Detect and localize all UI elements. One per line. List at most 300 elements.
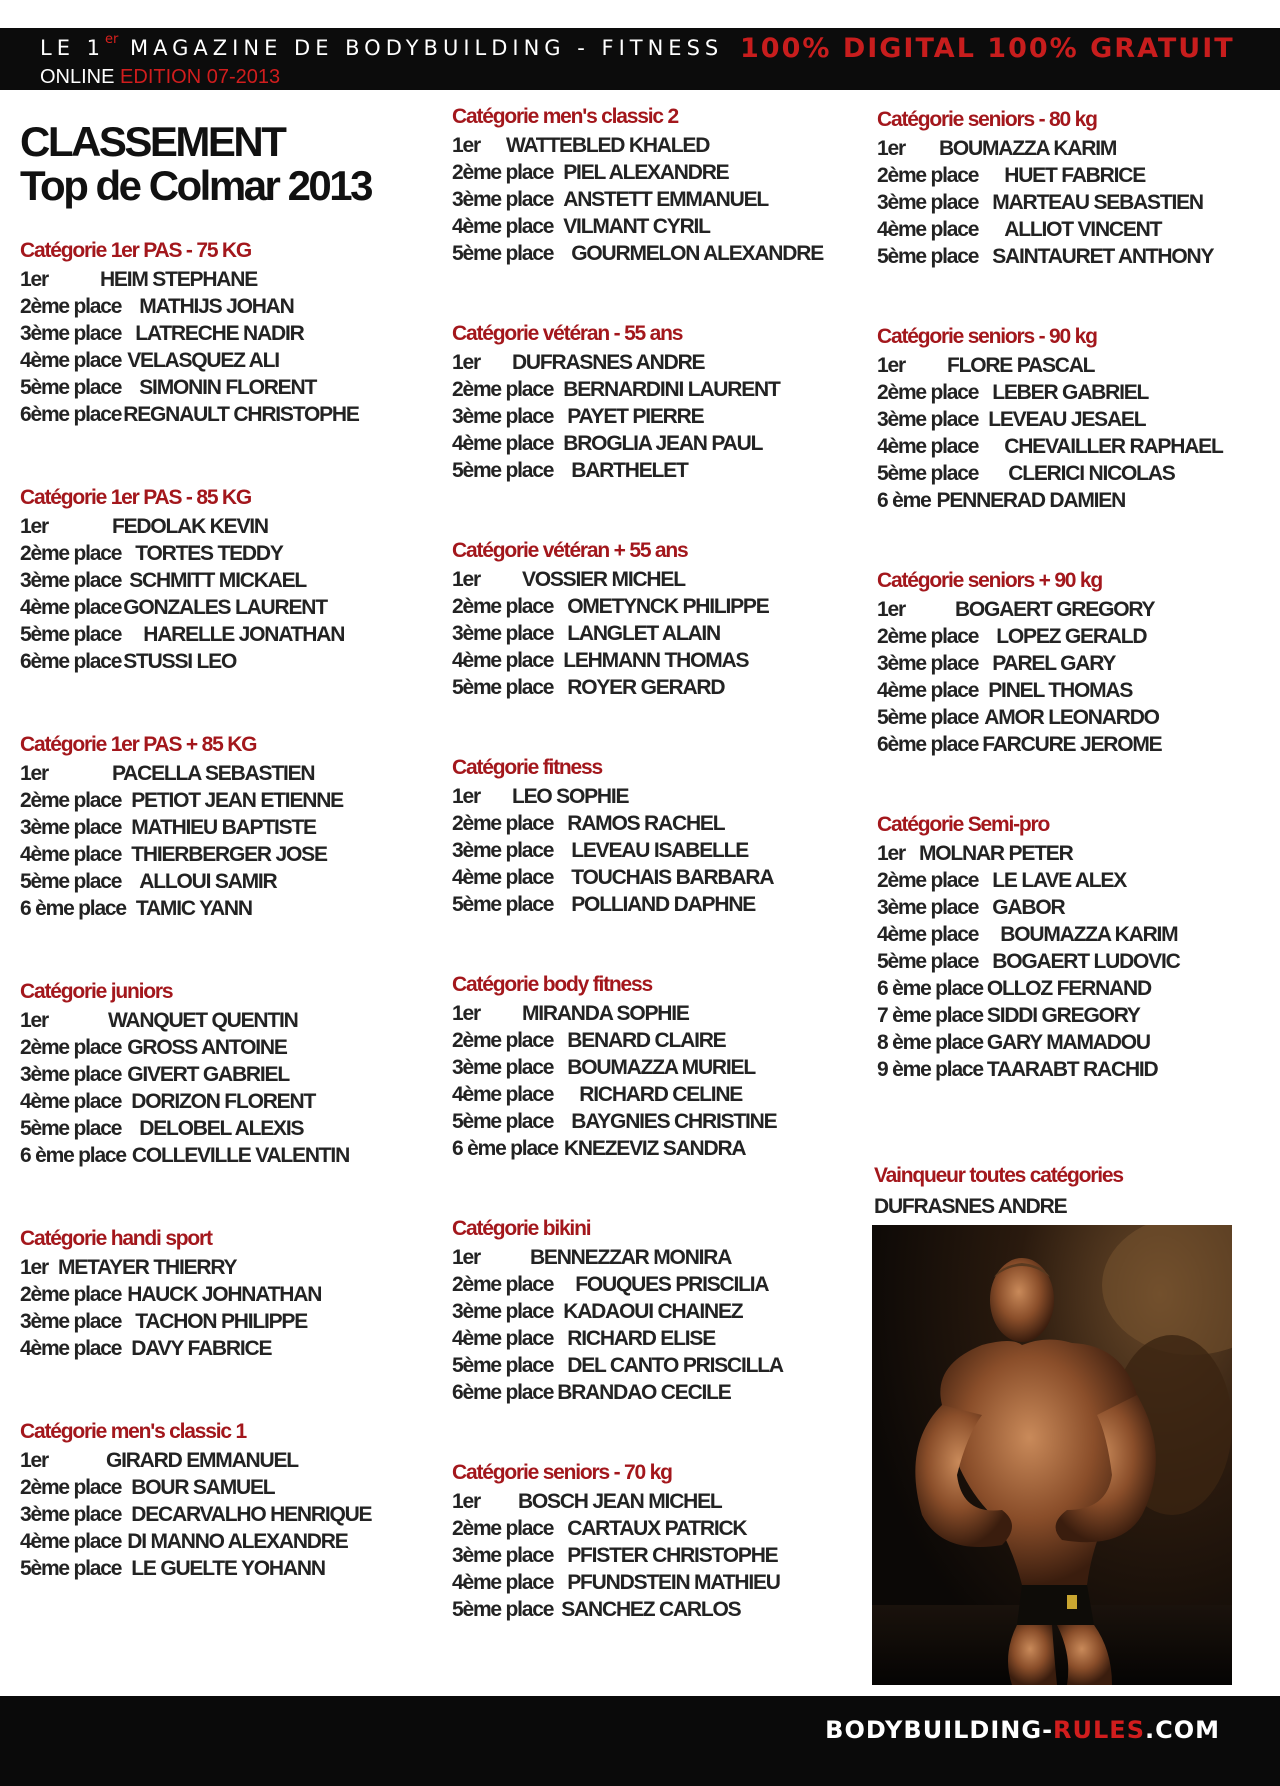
competitor-name: RICHARD ELISE — [567, 1327, 715, 1350]
result-row — [877, 135, 1277, 162]
result-row — [452, 891, 862, 918]
place-label: 3ème place — [452, 1300, 554, 1323]
category-title: Catégorie men's classic 1 — [20, 1420, 246, 1443]
place-label: 4ème place — [452, 1327, 554, 1350]
result-row — [20, 814, 430, 841]
competitor-name: BOUMAZZA KARIM — [1000, 923, 1178, 946]
place-label: 2ème place — [452, 1273, 554, 1296]
result-row — [20, 1061, 430, 1088]
result-row — [877, 623, 1277, 650]
competitor-name: PINEL THOMAS — [988, 679, 1133, 702]
place-label: 6 ème place — [452, 1137, 558, 1160]
place-label: 4ème place — [20, 349, 122, 372]
competitor-name: BOUMAZZA KARIM — [938, 137, 1117, 160]
place-label: 4ème place — [20, 596, 122, 619]
masthead-tagline: 100% DIGITAL 100% GRATUIT — [740, 33, 1235, 64]
result-row — [877, 243, 1277, 270]
category-block — [452, 752, 862, 969]
competitor-name: GONZALES LAURENT — [123, 596, 327, 619]
result-row — [20, 1501, 430, 1528]
competitor-name: THIERBERGER JOSE — [131, 843, 327, 866]
competitor-name: KNEZEVIZ SANDRA — [563, 1137, 746, 1160]
result-row — [452, 620, 862, 647]
competitor-name: LOPEZ GERALD — [996, 625, 1147, 648]
place-label: 4ème place — [452, 432, 554, 455]
competitor-name: LEVEAU ISABELLE — [571, 839, 749, 862]
place-label: 4ème place — [20, 1090, 122, 1113]
place-label: 2ème place — [20, 789, 122, 812]
place-label: 1er — [20, 1449, 48, 1472]
result-row — [877, 379, 1277, 406]
winner-name: DUFRASNES ANDRE — [874, 1195, 1067, 1218]
result-row — [877, 189, 1277, 216]
winner-block — [874, 1160, 1274, 1222]
competitor-name: KADAOUI CHAINEZ — [563, 1300, 743, 1323]
competitor-name: ALLIOT VINCENT — [1004, 218, 1162, 241]
result-row — [452, 1135, 862, 1162]
competitor-name: TOUCHAIS BARBARA — [571, 866, 774, 889]
place-label: 7 ème place — [877, 1004, 983, 1027]
place-label: 4ème place — [20, 1530, 122, 1553]
masthead-title — [40, 32, 724, 60]
brand-part-3: .COM — [1144, 1716, 1220, 1744]
competitor-name: HAUCK JOHNATHAN — [127, 1283, 322, 1306]
place-label: 3ème place — [452, 839, 554, 862]
result-row — [877, 650, 1277, 677]
place-label: 2ème place — [877, 625, 979, 648]
results-column-1 — [20, 235, 430, 1636]
competitor-name: GIVERT GABRIEL — [127, 1063, 289, 1086]
place-label: 1er — [452, 134, 480, 157]
place-label: 6 ème place — [20, 1144, 126, 1167]
competitor-name: SIMONIN FLORENT — [139, 376, 317, 399]
result-row — [877, 731, 1277, 758]
result-row — [877, 1002, 1277, 1029]
category-block — [877, 565, 1277, 809]
competitor-name: VILMANT CYRIL — [563, 215, 710, 238]
result-row — [452, 1271, 862, 1298]
result-row — [452, 1515, 862, 1542]
winner-photo — [872, 1225, 1232, 1685]
result-row — [20, 1335, 430, 1362]
place-label: 8 ème place — [877, 1031, 983, 1054]
result-row — [20, 1308, 430, 1335]
category-title: Catégorie 1er PAS + 85 KG — [20, 733, 257, 756]
result-row — [452, 783, 862, 810]
place-label: 5ème place — [20, 1557, 122, 1580]
place-label: 1er — [20, 268, 48, 291]
competitor-name: SIDDI GREGORY — [986, 1004, 1140, 1027]
competitor-name: FARCURE JEROME — [982, 733, 1162, 756]
result-row — [452, 1488, 862, 1515]
category-title: Catégorie body fitness — [452, 973, 652, 996]
result-row — [20, 1007, 430, 1034]
category-block — [452, 1457, 862, 1674]
competitor-name: BROGLIA JEAN PAUL — [563, 432, 763, 455]
result-row — [20, 513, 430, 540]
competitor-name: TAARABT RACHID — [986, 1058, 1158, 1081]
result-row — [20, 540, 430, 567]
competitor-name: OLLOZ FERNAND — [986, 977, 1151, 1000]
title-line-2: Top de Colmar 2013 — [20, 162, 372, 209]
masthead-prefix: LE 1 — [40, 36, 106, 60]
place-label: 1er — [452, 351, 480, 374]
place-label: 5ème place — [877, 950, 979, 973]
competitor-name: LEHMANN THOMAS — [563, 649, 749, 672]
place-label: 5ème place — [877, 462, 979, 485]
place-label: 3ème place — [877, 408, 979, 431]
place-label: 1er — [20, 1009, 48, 1032]
place-label: 4ème place — [452, 1571, 554, 1594]
place-label: 6ème place — [452, 1381, 554, 1404]
result-row — [20, 841, 430, 868]
competitor-name: BOGAERT LUDOVIC — [992, 950, 1180, 973]
result-row — [20, 1254, 430, 1281]
place-label: 3ème place — [20, 1063, 122, 1086]
competitor-name: ROYER GERARD — [567, 676, 725, 699]
masthead-bar — [0, 28, 1280, 90]
competitor-name: BENNEZZAR MONIRA — [529, 1246, 732, 1269]
place-label: 3ème place — [20, 322, 122, 345]
result-row — [20, 1281, 430, 1308]
place-label: 2ème place — [452, 595, 554, 618]
results-column-3 — [877, 104, 1277, 1134]
competitor-name: LE GUELTE YOHANN — [131, 1557, 325, 1580]
bodybuilder-illustration — [872, 1225, 1232, 1685]
result-row — [20, 621, 430, 648]
result-row — [877, 894, 1277, 921]
competitor-name: LEBER GABRIEL — [992, 381, 1149, 404]
competitor-name: PAYET PIERRE — [567, 405, 704, 428]
masthead-edition — [40, 66, 280, 89]
category-block — [20, 235, 430, 482]
place-label: 3ème place — [20, 1503, 122, 1526]
result-row — [20, 895, 430, 922]
place-label: 5ème place — [452, 1598, 554, 1621]
place-label: 3ème place — [20, 569, 122, 592]
category-title: Catégorie 1er PAS - 85 KG — [20, 486, 252, 509]
competitor-name: GIRARD EMMANUEL — [105, 1449, 298, 1472]
competitor-name: LE LAVE ALEX — [992, 869, 1127, 892]
place-label: 4ème place — [877, 923, 979, 946]
competitor-name: VELASQUEZ ALI — [127, 349, 279, 372]
place-label: 2ème place — [452, 812, 554, 835]
place-label: 3ème place — [877, 652, 979, 675]
result-row — [877, 433, 1277, 460]
result-row — [20, 594, 430, 621]
competitor-name: SCHMITT MICKAEL — [129, 569, 307, 592]
result-row — [452, 837, 862, 864]
place-label: 5ème place — [452, 893, 554, 916]
competitor-name: MARTEAU SEBASTIEN — [992, 191, 1203, 214]
category-block — [452, 535, 862, 752]
competitor-name: GOURMELON ALEXANDRE — [571, 242, 824, 265]
category-title: Catégorie juniors — [20, 980, 173, 1003]
result-row — [452, 674, 862, 701]
category-title: Catégorie men's classic 2 — [452, 105, 678, 128]
result-row — [877, 1029, 1277, 1056]
category-block — [877, 321, 1277, 565]
competitor-name: CHEVAILLER RAPHAEL — [1004, 435, 1223, 458]
competitor-name: LANGLET ALAIN — [567, 622, 721, 645]
place-label: 6 ème place — [20, 897, 126, 920]
place-label: 5ème place — [452, 1354, 554, 1377]
result-row — [452, 376, 862, 403]
result-row — [452, 1325, 862, 1352]
competitor-name: LEVEAU JESAEL — [988, 408, 1146, 431]
result-row — [877, 840, 1277, 867]
result-row — [452, 403, 862, 430]
competitor-name: TACHON PHILIPPE — [135, 1310, 308, 1333]
result-row — [20, 1142, 430, 1169]
place-label: 1er — [452, 1246, 480, 1269]
competitor-name: SAINTAURET ANTHONY — [992, 245, 1214, 268]
competitor-name: MIRANDA SOPHIE — [521, 1002, 689, 1025]
competitor-name: PFISTER CHRISTOPHE — [567, 1544, 778, 1567]
competitor-name: BOUMAZZA MURIEL — [567, 1056, 755, 1079]
competitor-name: PENNERAD DAMIEN — [936, 489, 1126, 512]
place-label: 3ème place — [452, 405, 554, 428]
result-row — [20, 1088, 430, 1115]
place-label: 1er — [20, 1256, 48, 1279]
result-row — [452, 1081, 862, 1108]
place-label: 1er — [452, 1490, 480, 1513]
category-title: Catégorie bikini — [452, 1217, 591, 1240]
result-row — [452, 430, 862, 457]
result-row — [20, 347, 430, 374]
place-label: 2ème place — [20, 1036, 122, 1059]
competitor-name: OMETYNCK PHILIPPE — [567, 595, 769, 618]
competitor-name: DI MANNO ALEXANDRE — [127, 1530, 348, 1553]
masthead-rest: MAGAZINE DE BODYBUILDING - FITNESS — [118, 36, 724, 60]
competitor-name: BOSCH JEAN MICHEL — [517, 1490, 722, 1513]
category-title: Catégorie handi sport — [20, 1227, 212, 1250]
result-row — [452, 1379, 862, 1406]
category-block — [877, 104, 1277, 321]
place-label: 2ème place — [452, 378, 554, 401]
result-row — [877, 975, 1277, 1002]
place-label: 2ème place — [452, 1029, 554, 1052]
place-label: 4ème place — [20, 1337, 122, 1360]
category-title: Catégorie Semi-pro — [877, 813, 1050, 836]
place-label: 1er — [877, 598, 905, 621]
competitor-name: MATHIJS JOHAN — [139, 295, 294, 318]
competitor-name: PFUNDSTEIN MATHIEU — [567, 1571, 780, 1594]
result-row — [877, 162, 1277, 189]
competitor-name: LEO SOPHIE — [511, 785, 629, 808]
competitor-name: PACELLA SEBASTIEN — [111, 762, 315, 785]
place-label: 1er — [452, 568, 480, 591]
place-label: 2ème place — [452, 161, 554, 184]
place-label: 1er — [452, 785, 480, 808]
brand-part-1: BODYBUILDING- — [825, 1716, 1054, 1744]
place-label: 3ème place — [452, 622, 554, 645]
online-label: ONLINE — [40, 66, 115, 88]
place-label: 1er — [20, 515, 48, 538]
result-row — [452, 647, 862, 674]
winner-label: Vainqueur toutes catégories — [874, 1164, 1123, 1187]
result-row — [452, 1000, 862, 1027]
category-title: Catégorie seniors - 70 kg — [452, 1461, 672, 1484]
result-row — [20, 1034, 430, 1061]
masthead-sup: er — [105, 32, 119, 47]
category-block — [20, 482, 430, 729]
result-row — [452, 1108, 862, 1135]
competitor-name: VOSSIER MICHEL — [521, 568, 685, 591]
competitor-name: LATRECHE NADIR — [135, 322, 304, 345]
site-brand[interactable] — [825, 1716, 1220, 1744]
competitor-name: TAMIC YANN — [135, 897, 252, 920]
result-row — [452, 159, 862, 186]
category-block — [452, 969, 862, 1213]
result-row — [20, 266, 430, 293]
result-row — [452, 810, 862, 837]
place-label: 2ème place — [20, 542, 122, 565]
competitor-name: BRANDAO CECILE — [557, 1381, 731, 1404]
competitor-name: DORIZON FLORENT — [131, 1090, 316, 1113]
place-label: 4ème place — [452, 1083, 554, 1106]
result-row — [877, 596, 1277, 623]
result-row — [20, 1528, 430, 1555]
place-label: 2ème place — [877, 381, 979, 404]
place-label: 1er — [452, 1002, 480, 1025]
result-row — [20, 1447, 430, 1474]
category-block — [20, 729, 430, 976]
place-label: 1er — [877, 354, 905, 377]
category-title: Catégorie vétéran + 55 ans — [452, 539, 688, 562]
result-row — [877, 460, 1277, 487]
result-row — [877, 948, 1277, 975]
place-label: 5ème place — [452, 459, 554, 482]
result-row — [20, 787, 430, 814]
competitor-name: RICHARD CELINE — [579, 1083, 743, 1106]
competitor-name: DEL CANTO PRISCILLA — [567, 1354, 783, 1377]
place-label: 1er — [877, 842, 905, 865]
place-label: 6ème place — [20, 403, 122, 426]
place-label: 4ème place — [877, 679, 979, 702]
result-row — [877, 216, 1277, 243]
competitor-name: MOLNAR PETER — [918, 842, 1073, 865]
results-column-2 — [452, 101, 862, 1674]
place-label: 2ème place — [452, 1517, 554, 1540]
category-block — [20, 1223, 430, 1416]
category-title: Catégorie 1er PAS - 75 KG — [20, 239, 252, 262]
competitor-name: PETIOT JEAN ETIENNE — [131, 789, 343, 812]
result-row — [452, 566, 862, 593]
competitor-name: FEDOLAK KEVIN — [111, 515, 268, 538]
result-row — [20, 320, 430, 347]
result-row — [20, 760, 430, 787]
competitor-name: DELOBEL ALEXIS — [139, 1117, 304, 1140]
result-row — [452, 349, 862, 376]
competitor-name: DECARVALHO HENRIQUE — [131, 1503, 372, 1526]
result-row — [452, 1352, 862, 1379]
competitor-name: DUFRASNES ANDRE — [511, 351, 705, 374]
footer-bar — [0, 1696, 1280, 1786]
place-label: 2ème place — [877, 869, 979, 892]
result-row — [452, 213, 862, 240]
competitor-name: RAMOS RACHEL — [567, 812, 725, 835]
place-label: 4ème place — [452, 866, 554, 889]
place-label: 1er — [877, 137, 905, 160]
category-title: Catégorie seniors - 80 kg — [877, 108, 1097, 131]
category-title: Catégorie fitness — [452, 756, 602, 779]
competitor-name: SANCHEZ CARLOS — [561, 1598, 741, 1621]
brand-part-2: RULES — [1053, 1716, 1145, 1744]
result-row — [452, 1298, 862, 1325]
competitor-name: HEIM STEPHANE — [99, 268, 258, 291]
competitor-name: WANQUET QUENTIN — [107, 1009, 298, 1032]
result-row — [20, 648, 430, 675]
result-row — [877, 867, 1277, 894]
place-label: 5ème place — [877, 706, 979, 729]
place-label: 2ème place — [877, 164, 979, 187]
competitor-name: CLERICI NICOLAS — [1008, 462, 1175, 485]
competitor-name: CARTAUX PATRICK — [567, 1517, 747, 1540]
place-label: 6ème place — [877, 733, 979, 756]
competitor-name: PAREL GARY — [992, 652, 1116, 675]
result-row — [20, 1555, 430, 1582]
result-row — [452, 1596, 862, 1623]
result-row — [20, 374, 430, 401]
competitor-name: BOGAERT GREGORY — [954, 598, 1155, 621]
category-block — [452, 318, 862, 535]
place-label: 5ème place — [20, 623, 122, 646]
competitor-name: ALLOUI SAMIR — [139, 870, 277, 893]
place-label: 6 ème place — [877, 977, 983, 1000]
result-row — [452, 1542, 862, 1569]
competitor-name: PIEL ALEXANDRE — [563, 161, 729, 184]
competitor-name: BARTHELET — [571, 459, 688, 482]
place-label: 5ème place — [20, 376, 122, 399]
competitor-name: REGNAULT CHRISTOPHE — [123, 403, 359, 426]
competitor-name: FOUQUES PRISCILIA — [575, 1273, 769, 1296]
result-row — [20, 868, 430, 895]
competitor-name: BAYGNIES CHRISTINE — [571, 1110, 777, 1133]
place-label: 4ème place — [452, 649, 554, 672]
result-row — [877, 677, 1277, 704]
result-row — [20, 567, 430, 594]
result-row — [20, 293, 430, 320]
competitor-name: BENARD CLAIRE — [567, 1029, 726, 1052]
place-label: 5ème place — [20, 870, 122, 893]
result-row — [452, 593, 862, 620]
category-block — [20, 976, 430, 1223]
competitor-name: GROSS ANTOINE — [127, 1036, 287, 1059]
place-label: 2ème place — [20, 1283, 122, 1306]
result-row — [452, 132, 862, 159]
place-label: 5ème place — [20, 1117, 122, 1140]
competitor-name: HARELLE JONATHAN — [143, 623, 345, 646]
competitor-name: AMOR LEONARDO — [984, 706, 1159, 729]
competitor-name: BOUR SAMUEL — [131, 1476, 275, 1499]
place-label: 5ème place — [452, 242, 554, 265]
category-block — [452, 101, 862, 318]
competitor-name: MATHIEU BAPTISTE — [131, 816, 316, 839]
result-row — [20, 401, 430, 428]
result-row — [877, 406, 1277, 433]
result-row — [877, 921, 1277, 948]
place-label: 5ème place — [452, 1110, 554, 1133]
category-block — [20, 1416, 430, 1636]
place-label: 4ème place — [20, 843, 122, 866]
competitor-name: WATTEBLED KHALED — [505, 134, 710, 157]
competitor-name: GARY MAMADOU — [986, 1031, 1150, 1054]
result-row — [20, 1474, 430, 1501]
competitor-name: DAVY FABRICE — [131, 1337, 272, 1360]
place-label: 4ème place — [877, 435, 979, 458]
result-row — [452, 1569, 862, 1596]
